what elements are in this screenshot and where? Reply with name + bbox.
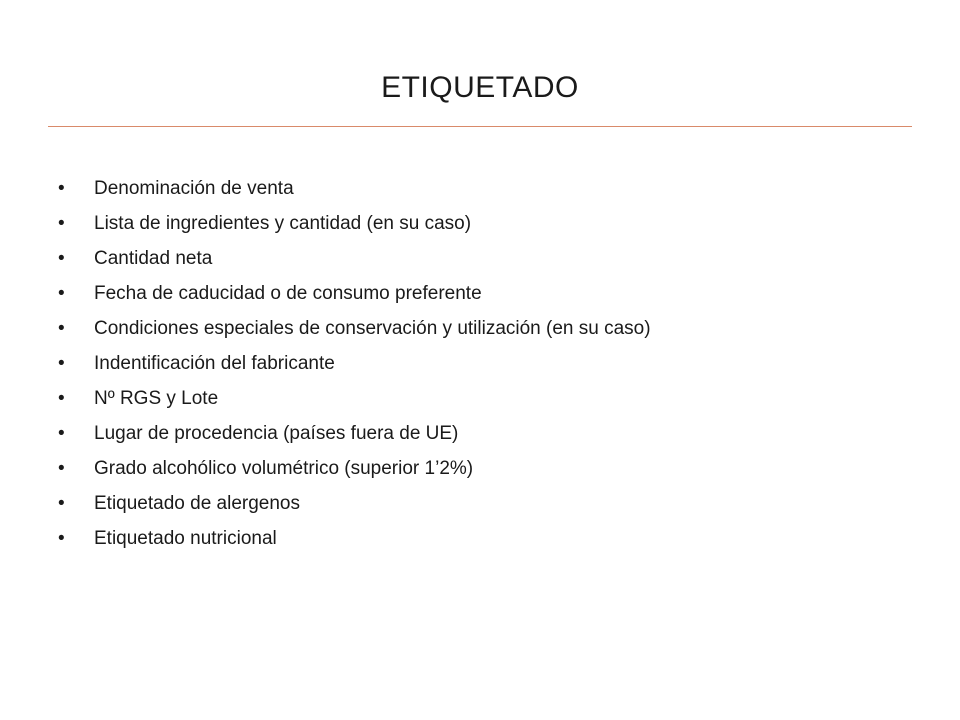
list-item-text: Cantidad neta: [94, 248, 213, 269]
list-item-text: Lugar de procedencia (países fuera de UE): [94, 423, 459, 444]
bullet-icon: •: [58, 178, 65, 199]
bullet-icon: •: [58, 213, 65, 234]
list-item: [58, 346, 651, 381]
list-item: [58, 521, 651, 556]
list-item-text: Nº RGS y Lote: [94, 388, 219, 409]
list-item-text: Grado alcohólico volumétrico (superior 1’2%): [94, 458, 474, 479]
bullet-icon: •: [58, 248, 65, 269]
list-item: [58, 381, 651, 416]
title-divider: [48, 126, 912, 127]
list-item: [58, 206, 651, 241]
list-item-text: Etiquetado de alergenos: [94, 493, 300, 514]
list-item: [58, 416, 651, 451]
bullet-icon: •: [58, 353, 65, 374]
slide-title: ETIQUETADO: [381, 71, 579, 104]
bullet-icon: •: [58, 423, 65, 444]
list-item: [58, 311, 651, 346]
bullet-icon: •: [58, 318, 65, 339]
list-item-text: Indentificación del fabricante: [94, 353, 335, 374]
list-item-text: Etiquetado nutricional: [94, 528, 277, 549]
list-item: [58, 241, 651, 276]
list-item: [58, 486, 651, 521]
list-item: [58, 171, 651, 206]
bullet-icon: •: [58, 458, 65, 479]
list-item-text: Denominación de venta: [94, 178, 294, 199]
list-item-text: Condiciones especiales de conservación y utilización (en su caso): [94, 318, 651, 339]
bullet-icon: •: [58, 528, 65, 549]
bullet-icon: •: [58, 493, 65, 514]
list-item: [58, 276, 651, 311]
bullet-icon: •: [58, 388, 65, 409]
bullet-icon: •: [58, 283, 65, 304]
list-item-text: Fecha de caducidad o de consumo preferente: [94, 283, 482, 304]
list-item: [58, 451, 651, 486]
bullet-list: [58, 171, 651, 556]
list-item-text: Lista de ingredientes y cantidad (en su caso): [94, 213, 472, 234]
